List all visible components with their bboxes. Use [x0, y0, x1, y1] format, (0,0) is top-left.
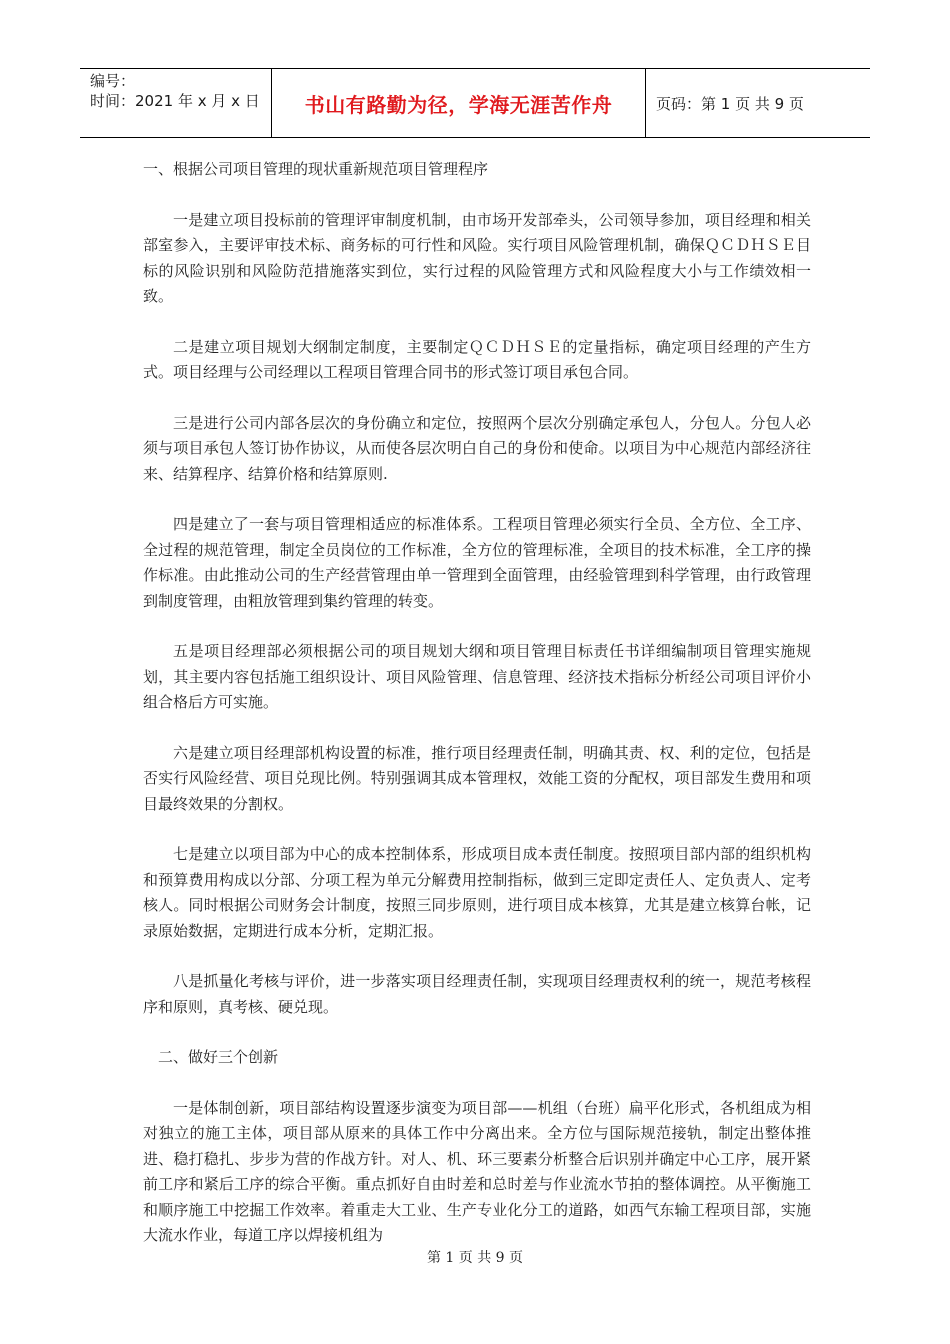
- section-heading-1: 一、根据公司项目管理的现状重新规范项目管理程序: [143, 160, 489, 178]
- paragraph-6: 六是建立项目经理部机构设置的标准，推行项目经理责任制，明确其责、权、利的定位，包括是否实行风险经营、项目兑现比例。特别强调其成本管理权，效能工资的分配权，项目部发生费用和项目最终效果的分割权。: [143, 743, 811, 813]
- paragraph-9: 一是体制创新，项目部结构设置逐步演变为项目部——机组（台班）扁平化形式，各机组成为相对独立的施工主体，项目部从原来的具体工作中分离出来。全方位与国际规范接轨，制定出整体推进、稳打稳扎、步步为营的作战方针。对人、机、环三要素分析整合后识别并确定中心工序，展开紧前工序和紧后工序的综合平衡。重点抓好自由时差和总时差与作业流水节拍的整体调控。从平衡施工和顺序施工中挖掘工作效率。着重走大工业、生产专业化分工的道路，如西气东输工程项目部，实施大流水作业，每道工序以焊接机组为: [143, 1098, 811, 1244]
- paragraph-5: 五是项目经理部必须根据公司的项目规划大纲和项目管理目标责任书详细编制项目管理实施规划，其主要内容包括施工组织设计、项目风险管理、信息管理、经济技术指标分析经公司项目评价小组合格后方可实施。: [143, 642, 811, 711]
- document-body: [143, 157, 811, 1274]
- header-meta: [80, 69, 272, 137]
- paragraph-3: 三是进行公司内部各层次的身份确立和定位，按照两个层次分别确定承包人，分包人。分包人必须与项目承包人签订协作协议，从而使各层次明白自己的身份和使命。以项目为中心规范内部经济往来、结算程序、结算价格和结算原则.: [143, 413, 811, 483]
- document-number-label: 编号：: [90, 72, 136, 90]
- page-footer: 第 1 页 共 9 页: [426, 1250, 524, 1266]
- paragraph-7: 七是建立以项目部为中心的成本控制体系，形成项目成本责任制度。按照项目部内部的组织机构和预算费用构成以分部、分项工程为单元分解费用控制指标，做到三定即定责任人、定负责人、定考核人。同时根据公司财务会计制度，按照三同步原则，进行项目成本核算，尤其是建立核算台帐，记录原始数据，定期进行成本分析，定期汇报。: [143, 845, 811, 940]
- header-motto: 书山有路勤为径，学海无涯苦作舟: [272, 69, 646, 137]
- document-header: [80, 68, 870, 138]
- paragraph-8: 八是抓量化考核与评价，进一步落实项目经理责任制，实现项目经理责权利的统一，规范考核程序和原则，真考核、硬兑现。: [143, 972, 811, 1016]
- section-heading-2: 二、做好三个创新: [158, 1048, 279, 1066]
- paragraph-4: 四是建立了一套与项目管理相适应的标准体系。工程项目管理必须实行全员、全方位、全工序、全过程的规范管理，制定全员岗位的工作标准，全方位的管理标准，全项目的技术标准，全工序的操作标准。由此推动公司的生产经营管理由单一管理到全面管理，由经验管理到科学管理，由行政管理到制度管理，由粗放管理到集约管理的转变。: [143, 515, 811, 610]
- paragraph-2: 二是建立项目规划大纲制定制度，主要制定ＱＣＤＨＳＥ的定量指标，确定项目经理的产生方式。项目经理与公司经理以工程项目管理合同书的形式签订项目承包合同。: [143, 337, 811, 381]
- header-page-info: 页码：第 1 页 共 9 页: [656, 94, 804, 113]
- document-date: 时间：2021 年 x 月 x 日: [90, 92, 260, 110]
- paragraph-1: 一是建立项目投标前的管理评审制度机制，由市场开发部牵头，公司领导参加，项目经理和相关部室参入，主要评审技术标、商务标的可行性和风险。实行项目风险管理机制，确保ＱＣＤＨＳＥ目标的风险识别和风险防范措施落实到位，实行过程的风险管理方式和风险程度大小与工作绩效相一致。: [143, 210, 811, 305]
